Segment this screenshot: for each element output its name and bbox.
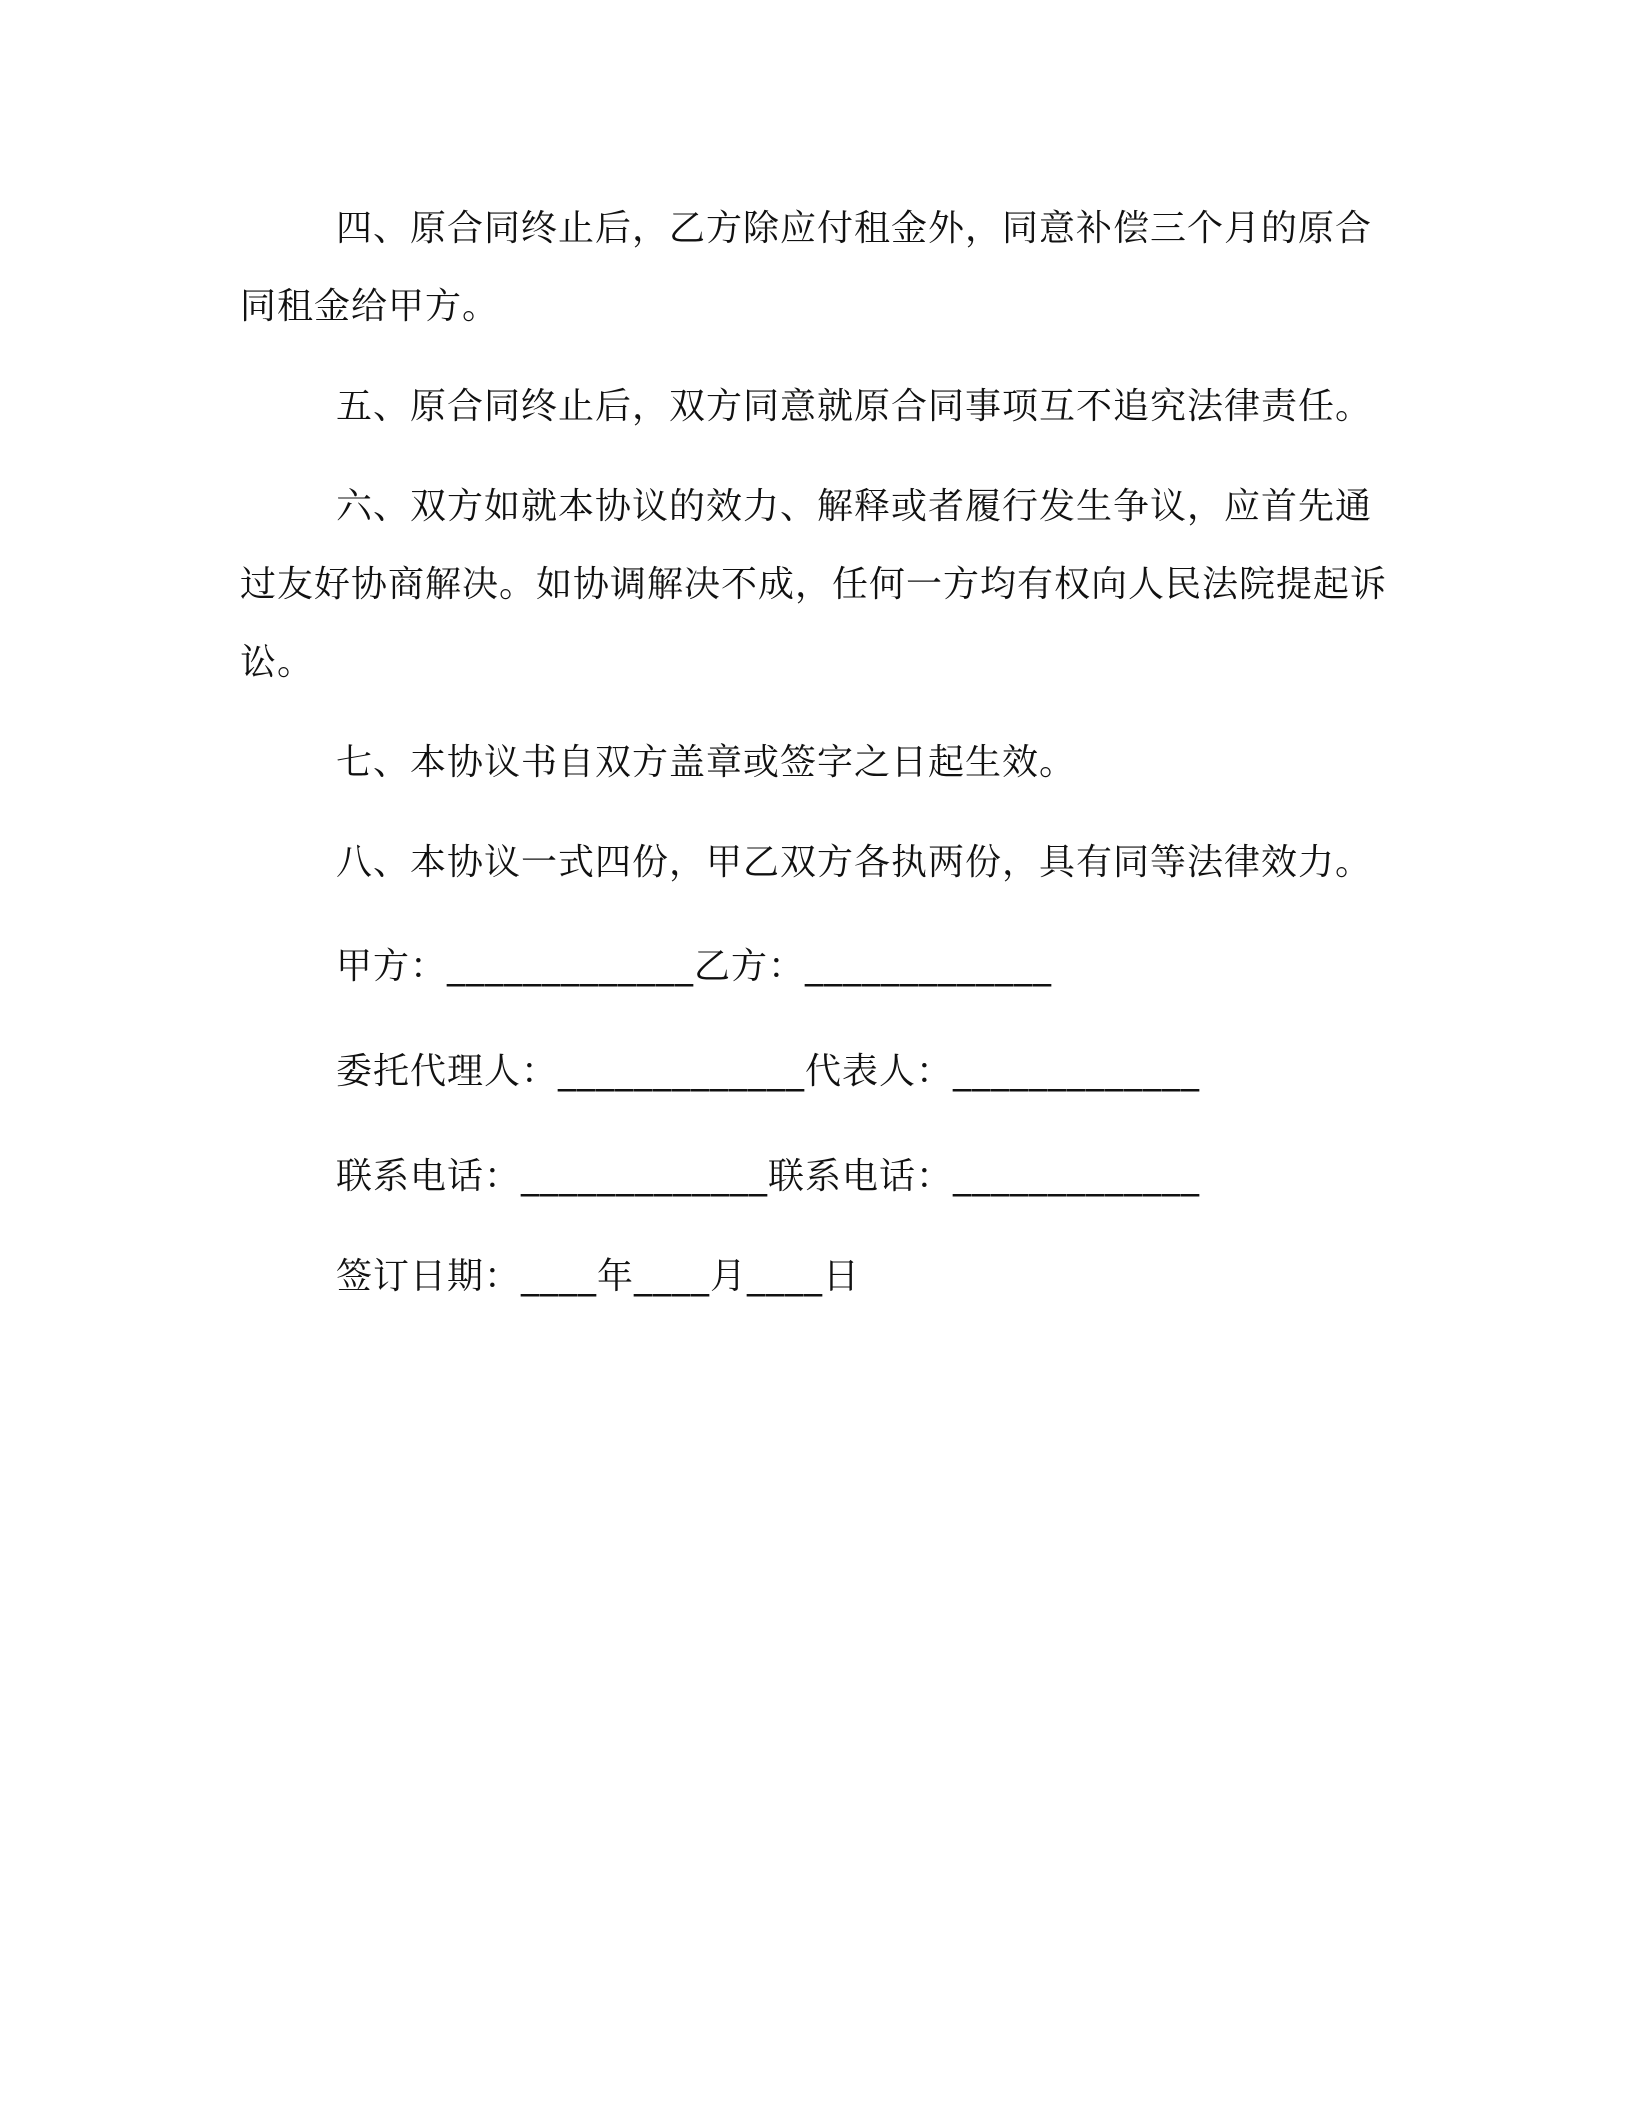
clause-6: 六、双方如就本协议的效力、解释或者履行发生争议，应首先通过友好协商解决。如协调解决不成，任何一方均有权向人民法院提起诉讼。 xyxy=(240,486,1388,683)
clause-7: 七、本协议书自双方盖章或签字之日起生效。 xyxy=(336,742,1077,783)
document-body xyxy=(240,190,1390,902)
clause-8: 八、本协议一式四份，甲乙双方各执两份，具有同等法律效力。 xyxy=(336,842,1373,883)
clause-5: 五、原合同终止后，双方同意就原合同事项互不追究法律责任。 xyxy=(336,386,1373,427)
agent-signature-line: 委托代理人：_____________代表人：_____________ xyxy=(336,1051,1201,1092)
party-signature-line: 甲方：_____________乙方：_____________ xyxy=(336,946,1053,987)
phone-line: 联系电话：_____________联系电话：_____________ xyxy=(336,1156,1201,1197)
clause-4: 四、原合同终止后，乙方除应付租金外，同意补偿三个月的原合同租金给甲方。 xyxy=(240,208,1373,327)
signing-date-line: 签订日期：____年____月____日 xyxy=(336,1256,861,1297)
